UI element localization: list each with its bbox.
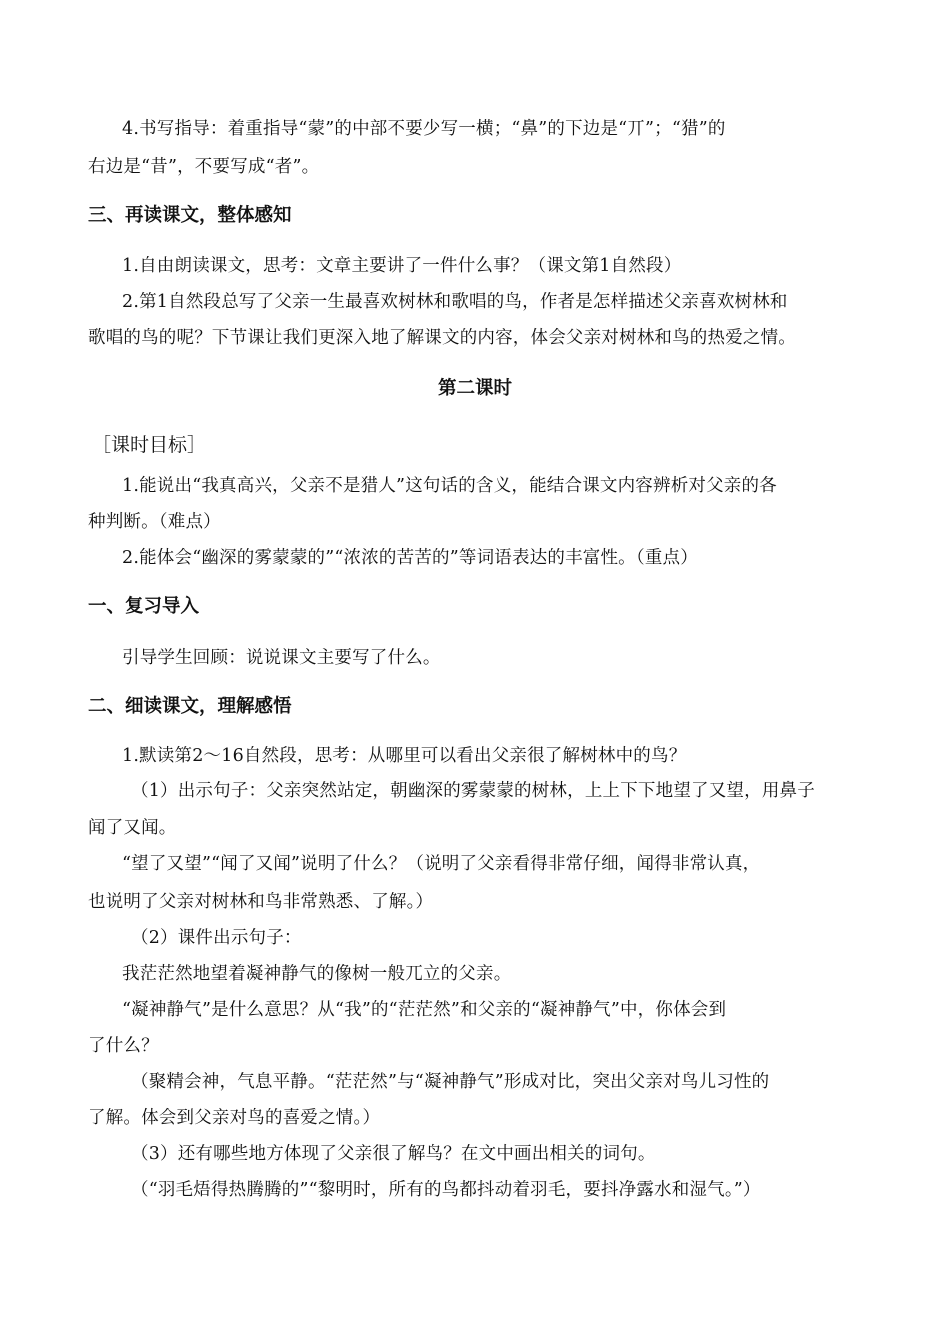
paragraph-line: 右边是“昔”，不要写成“者”。 xyxy=(88,157,320,177)
section-heading: 二、细读课文，理解感悟 xyxy=(88,696,292,717)
paragraph-line: 了解。体会到父亲对鸟的喜爱之情。） xyxy=(88,1108,381,1128)
paragraph-line: （聚精会神，气息平静。“茫茫然”与“凝神静气”形成对比，突出父亲对鸟儿习性的 xyxy=(131,1072,770,1092)
paragraph-line: 4.书写指导：着重指导“蒙”的中部不要少写一横；“鼻”的下边是“丌”；“猎”的 xyxy=(122,119,726,139)
paragraph-line: 也说明了父亲对树林和鸟非常熟悉、了解。） xyxy=(88,892,434,912)
section-heading: 一、复习导入 xyxy=(88,596,200,617)
paragraph-line: （1）出示句子：父亲突然站定，朝幽深的雾蒙蒙的树林，上上下下地望了又望，用鼻子 xyxy=(131,781,815,801)
lesson-title: 第二课时 xyxy=(437,378,512,399)
paragraph-line: （2）课件出示句子： xyxy=(131,928,302,948)
paragraph-line: 了什么？ xyxy=(88,1036,159,1056)
paragraph-line: 我茫茫然地望着凝神静气的像树一般兀立的父亲。 xyxy=(122,964,512,984)
paragraph-line: 1.自由朗读课文，思考：文章主要讲了一件什么事？（课文第1自然段） xyxy=(122,256,682,276)
goals-heading: ［课时目标］ xyxy=(92,434,207,456)
paragraph-line: 2.第1自然段总写了父亲一生最喜欢树林和歌唱的鸟，作者是怎样描述父亲喜欢树林和 xyxy=(122,292,788,312)
paragraph-line: 1.能说出“我真高兴，父亲不是猎人”这句话的含义，能结合课文内容辨析对父亲的各 xyxy=(122,476,777,496)
section-heading: 三、再读课文，整体感知 xyxy=(88,205,292,226)
paragraph-line: 2.能体会“幽深的雾蒙蒙的”“浓浓的苦苦的”等词语表达的丰富性。（重点） xyxy=(122,548,698,568)
paragraph-line: （3）还有哪些地方体现了父亲很了解鸟？在文中画出相关的词句。 xyxy=(131,1144,656,1164)
paragraph-line: 引导学生回顾：说说课文主要写了什么。 xyxy=(122,648,441,668)
paragraph-line: “望了又望”“闻了又闻”说明了什么？（说明了父亲看得非常仔细，闻得非常认真， xyxy=(122,854,761,874)
paragraph-line: 闻了又闻。 xyxy=(88,818,177,838)
paragraph-line: 1.默读第2～16自然段，思考：从哪里可以看出父亲很了解树林中的鸟？ xyxy=(122,746,687,766)
paragraph-line: （“羽毛焐得热腾腾的”“黎明时，所有的鸟都抖动着羽毛，要抖净露水和湿气。”） xyxy=(131,1180,761,1200)
paragraph-line: 种判断。（难点） xyxy=(88,512,221,532)
paragraph-line: “凝神静气”是什么意思？从“我”的“茫茫然”和父亲的“凝神静气”中，你体会到 xyxy=(122,1000,727,1020)
paragraph-line: 歌唱的鸟的呢？下节课让我们更深入地了解课文的内容，体会父亲对树林和鸟的热爱之情。 xyxy=(88,328,796,348)
